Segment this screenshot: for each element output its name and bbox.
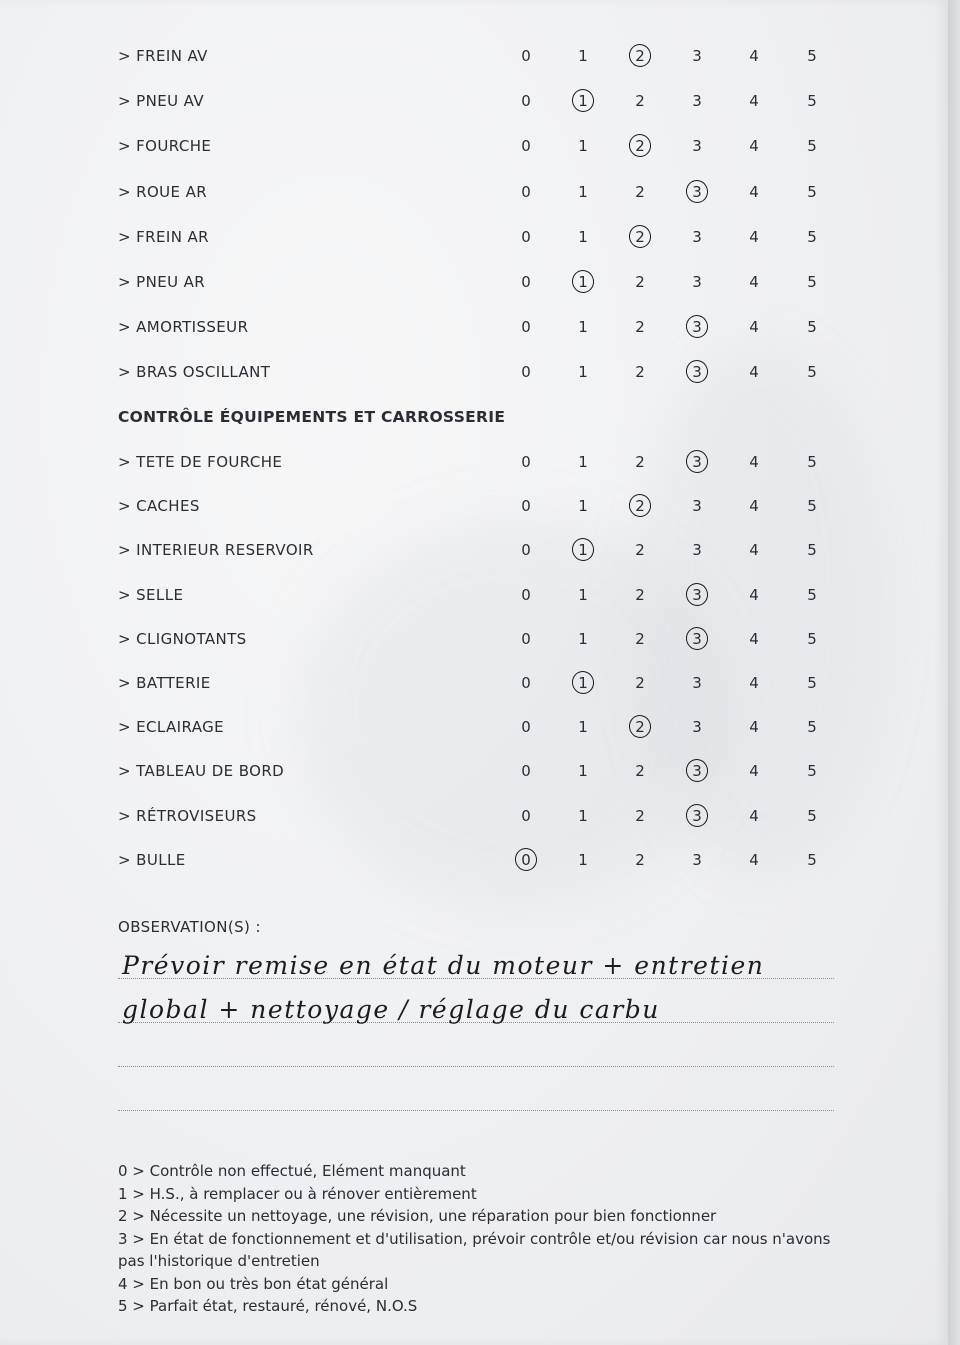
rating-option[interactable]: 5	[807, 497, 817, 516]
rating-legend	[118, 1160, 833, 1318]
rating-option[interactable]: 2	[635, 363, 645, 382]
rating-option-selected[interactable]: 2	[625, 491, 655, 521]
row-label: > CLIGNOTANTS	[118, 629, 247, 648]
rating-option-selected[interactable]: 3	[682, 357, 712, 387]
rating-option[interactable]: 4	[749, 541, 759, 560]
rating-option[interactable]: 5	[807, 92, 817, 111]
rating-option[interactable]: 0	[521, 273, 531, 291]
rating-option[interactable]: 5	[807, 806, 817, 825]
rating-option[interactable]: 2	[635, 674, 645, 692]
inspection-row	[0, 624, 948, 654]
rating-option[interactable]: 2	[635, 273, 645, 291]
inspection-row	[0, 801, 948, 831]
row-label: > PNEU AR	[118, 273, 206, 291]
rating-option[interactable]: 0	[521, 497, 531, 516]
rating-option[interactable]: 0	[521, 541, 531, 560]
rating-option-selected[interactable]: 3	[682, 447, 712, 477]
rating-option[interactable]: 5	[807, 718, 817, 737]
rating-option[interactable]: 1	[578, 47, 588, 65]
row-label: > INTERIEUR RESERVOIR	[118, 541, 314, 560]
rating-option[interactable]: 1	[578, 585, 588, 604]
rating-option[interactable]: 0	[521, 806, 531, 825]
inspection-row	[0, 41, 948, 71]
row-label: > BATTERIE	[118, 674, 211, 692]
rating-option[interactable]: 1	[578, 762, 588, 781]
rating-option[interactable]: 4	[749, 47, 759, 65]
rating-option-selected[interactable]: 3	[682, 624, 712, 654]
row-label: > FREIN AV	[118, 47, 208, 65]
rating-option[interactable]: 1	[578, 629, 588, 648]
rating-option[interactable]: 3	[692, 92, 702, 111]
rating-option[interactable]: 2	[635, 541, 645, 560]
rating-option[interactable]: 5	[807, 137, 817, 156]
row-label: > SELLE	[118, 585, 184, 604]
rating-option[interactable]: 2	[635, 182, 645, 201]
rating-option[interactable]: 4	[749, 806, 759, 825]
row-label: > TABLEAU DE BORD	[118, 762, 285, 781]
inspection-row	[0, 86, 948, 116]
rating-option[interactable]: 4	[749, 762, 759, 781]
rating-option[interactable]: 4	[749, 629, 759, 648]
rating-option[interactable]: 4	[749, 182, 759, 201]
legend-item: 2 > Nécessite un nettoyage, une révision, une réparation pour bien fonctionner	[118, 1207, 717, 1225]
rating-option[interactable]: 0	[521, 137, 531, 156]
inspection-row	[0, 756, 948, 786]
observation-line	[118, 978, 834, 1023]
rating-option[interactable]: 4	[749, 850, 759, 869]
row-label: > ECLAIRAGE	[118, 718, 224, 737]
rating-option[interactable]: 4	[749, 674, 759, 692]
rating-option[interactable]: 5	[807, 453, 817, 471]
rating-option[interactable]: 1	[578, 182, 588, 201]
rating-option-selected[interactable]: 1	[568, 86, 598, 116]
rating-option[interactable]: 2	[635, 629, 645, 648]
rating-option[interactable]: 0	[521, 718, 531, 737]
legend-item: 4 > En bon ou très bon état général	[118, 1274, 389, 1293]
rating-option[interactable]: 5	[807, 363, 817, 382]
page-edge	[948, 0, 960, 1345]
rating-option[interactable]: 5	[807, 227, 817, 246]
rating-option[interactable]: 0	[521, 92, 531, 111]
rating-option[interactable]: 1	[578, 227, 588, 246]
rating-option[interactable]: 3	[692, 227, 702, 246]
handwritten-note: Prévoir remise en état du moteur + entretien	[122, 951, 765, 980]
rating-option[interactable]: 4	[749, 273, 759, 291]
rating-option[interactable]: 4	[749, 585, 759, 604]
rating-option[interactable]: 1	[578, 453, 588, 471]
rating-option[interactable]: 2	[635, 806, 645, 825]
rating-option[interactable]: 1	[578, 718, 588, 737]
rating-option[interactable]: 5	[807, 585, 817, 604]
rating-option[interactable]: 3	[692, 497, 702, 516]
rating-option[interactable]: 4	[749, 227, 759, 246]
inspection-row	[0, 845, 948, 875]
rating-option[interactable]: 5	[807, 674, 817, 692]
rating-option[interactable]: 1	[578, 497, 588, 516]
rating-option[interactable]: 3	[692, 137, 702, 156]
legend-item: 1 > H.S., à remplacer ou à rénover entièrement	[118, 1184, 477, 1203]
rating-option-selected[interactable]: 1	[568, 267, 598, 297]
rating-option[interactable]: 2	[635, 92, 645, 111]
inspection-row	[0, 177, 948, 207]
rating-option[interactable]: 5	[807, 318, 817, 337]
inspection-row	[0, 222, 948, 252]
rating-option[interactable]: 1	[578, 318, 588, 337]
rating-option[interactable]: 5	[807, 47, 817, 65]
rating-option[interactable]: 0	[521, 363, 531, 382]
handwritten-note: global + nettoyage / réglage du carbu	[122, 995, 660, 1024]
row-label: > AMORTISSEUR	[118, 318, 249, 337]
rating-option-selected[interactable]: 3	[682, 756, 712, 786]
rating-option[interactable]: 5	[807, 541, 817, 560]
row-label: > RÉTROVISEURS	[118, 806, 257, 825]
legend-item: 5 > Parfait état, restauré, rénové, N.O.S	[118, 1297, 418, 1315]
rating-option[interactable]: 0	[521, 674, 531, 692]
rating-option[interactable]: 2	[635, 318, 645, 337]
rating-option[interactable]: 0	[521, 227, 531, 246]
rating-option[interactable]: 3	[692, 47, 702, 65]
row-label: > BULLE	[118, 850, 186, 869]
rating-option[interactable]: 0	[521, 182, 531, 201]
inspection-row	[0, 312, 948, 342]
rating-option[interactable]: 3	[692, 541, 702, 560]
row-label: > ROUE AR	[118, 182, 208, 201]
inspection-row	[0, 131, 948, 161]
section-title: CONTRÔLE ÉQUIPEMENTS ET CARROSSERIE	[118, 408, 506, 426]
row-label: > TETE DE FOURCHE	[118, 453, 283, 471]
rating-option[interactable]: 2	[635, 585, 645, 604]
rating-option[interactable]: 0	[521, 629, 531, 648]
rating-option-selected[interactable]: 1	[568, 668, 598, 698]
row-label: > BRAS OSCILLANT	[118, 363, 271, 382]
rating-option[interactable]: 4	[749, 453, 759, 471]
observation-line	[118, 1066, 834, 1111]
rating-option[interactable]: 2	[635, 453, 645, 471]
rating-option[interactable]: 4	[749, 92, 759, 111]
inspection-row	[0, 668, 948, 698]
rating-option[interactable]: 3	[692, 718, 702, 737]
rating-option-selected[interactable]: 2	[625, 712, 655, 742]
rating-option-selected[interactable]: 1	[568, 535, 598, 565]
rating-option[interactable]: 4	[749, 718, 759, 737]
inspection-row	[0, 267, 948, 297]
rating-option[interactable]: 0	[521, 453, 531, 471]
rating-option[interactable]: 1	[578, 806, 588, 825]
row-label: > PNEU AV	[118, 92, 204, 111]
rating-option-selected[interactable]: 2	[625, 222, 655, 252]
rating-option[interactable]: 5	[807, 629, 817, 648]
rating-option[interactable]: 5	[807, 182, 817, 201]
rating-option[interactable]: 1	[578, 363, 588, 382]
row-label: > FOURCHE	[118, 137, 212, 156]
rating-option[interactable]: 1	[578, 137, 588, 156]
rating-option[interactable]: 0	[521, 318, 531, 337]
rating-option[interactable]: 2	[635, 850, 645, 869]
rating-option-selected[interactable]: 3	[682, 580, 712, 610]
rating-option[interactable]: 3	[692, 273, 702, 291]
rating-option-selected[interactable]: 3	[682, 312, 712, 342]
rating-option[interactable]: 5	[807, 850, 817, 869]
row-label: > FREIN AR	[118, 227, 209, 246]
inspection-row	[0, 491, 948, 521]
rating-option[interactable]: 3	[692, 674, 702, 692]
observations-heading: OBSERVATION(S) :	[118, 918, 261, 936]
inspection-row	[0, 535, 948, 565]
rating-option-selected[interactable]: 3	[682, 801, 712, 831]
legend-item: 3 > En état de fonctionnement et d'utilisation, prévoir contrôle et/ou révision car nous n'avons pas l'historique d'entretien	[118, 1229, 831, 1270]
rating-option[interactable]: 5	[807, 762, 817, 781]
rating-option[interactable]: 2	[635, 762, 645, 781]
observation-line	[118, 1022, 834, 1067]
rating-option-selected[interactable]: 3	[682, 177, 712, 207]
rating-option[interactable]: 1	[578, 850, 588, 869]
inspection-row	[0, 712, 948, 742]
rating-option[interactable]: 0	[521, 47, 531, 65]
rating-option[interactable]: 0	[521, 762, 531, 781]
observation-line	[118, 934, 834, 979]
rating-option[interactable]: 4	[749, 497, 759, 516]
inspection-row	[0, 357, 948, 387]
inspection-row	[0, 580, 948, 610]
legend-item: 0 > Contrôle non effectué, Elément manquant	[118, 1162, 466, 1180]
rating-option[interactable]: 4	[749, 363, 759, 382]
row-label: > CACHES	[118, 497, 200, 516]
rating-option-selected[interactable]: 2	[625, 131, 655, 161]
rating-option[interactable]: 3	[692, 850, 702, 869]
rating-option[interactable]: 5	[807, 273, 817, 291]
rating-option[interactable]: 4	[749, 137, 759, 156]
photo-shadow	[640, 350, 880, 870]
rating-option[interactable]: 4	[749, 318, 759, 337]
rating-option[interactable]: 0	[521, 585, 531, 604]
inspection-row	[0, 447, 948, 477]
rating-option-selected[interactable]: 2	[625, 41, 655, 71]
rating-option-selected[interactable]: 0	[511, 845, 541, 875]
